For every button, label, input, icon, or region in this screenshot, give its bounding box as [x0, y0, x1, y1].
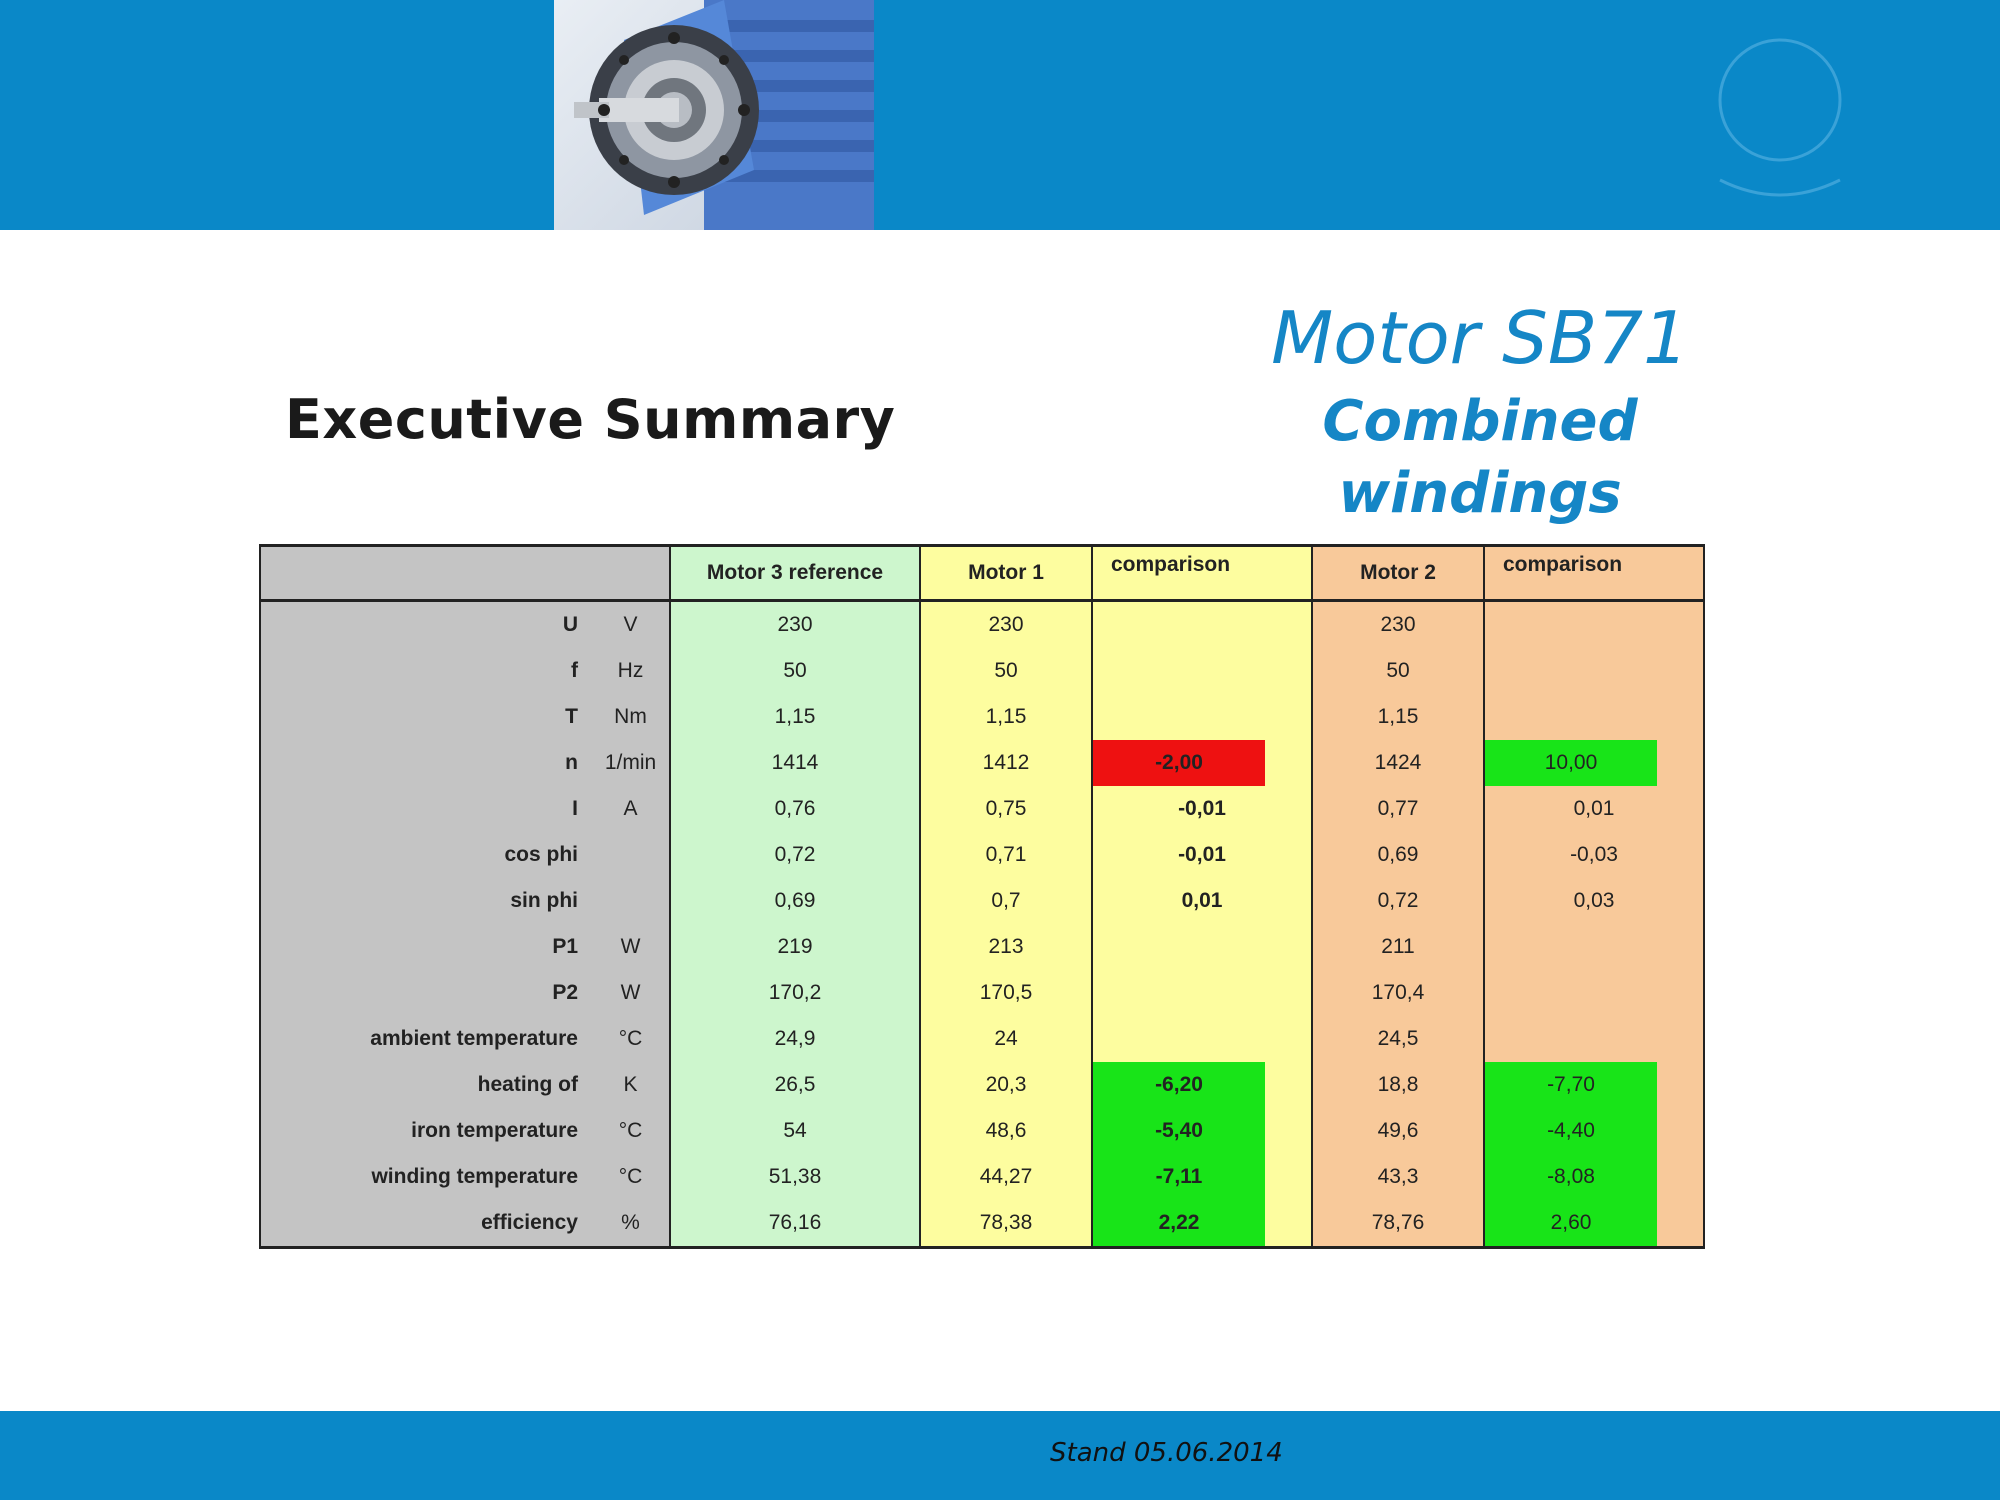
motor-title-line1: Motor SB71 [1271, 296, 1689, 380]
row-label: heating of [260, 1062, 592, 1108]
summary-table [259, 544, 1705, 1249]
row-unit: W [592, 970, 670, 1016]
motor2-value: 49,6 [1312, 1108, 1484, 1154]
table-row [260, 970, 1704, 1016]
motor2-comparison [1484, 601, 1704, 649]
ref-value: 24,9 [670, 1016, 920, 1062]
row-unit: K [592, 1062, 670, 1108]
motor1-value: 0,71 [920, 832, 1092, 878]
row-label: T [260, 694, 592, 740]
row-label: sin phi [260, 878, 592, 924]
table-row [260, 1154, 1704, 1200]
motor2-value: 0,72 [1312, 878, 1484, 924]
motor2-comparison [1484, 648, 1704, 694]
motor1-comparison [1092, 1108, 1312, 1154]
motor2-comparison [1484, 924, 1704, 970]
motor1-comparison [1092, 924, 1312, 970]
column-header: Motor 3 reference [670, 546, 920, 601]
motor1-comparison [1092, 1062, 1312, 1108]
row-unit: °C [592, 1154, 670, 1200]
table-row [260, 832, 1704, 878]
ref-value: 50 [670, 648, 920, 694]
page-title: Executive Summary [285, 388, 896, 451]
highlight-green: -6,20 [1093, 1062, 1265, 1108]
highlight-green: -7,11 [1093, 1154, 1265, 1200]
ref-value: 0,69 [670, 878, 920, 924]
motor2-value: 211 [1312, 924, 1484, 970]
motor2-value: 18,8 [1312, 1062, 1484, 1108]
row-unit: V [592, 601, 670, 649]
motor1-comparison: -0,01 [1092, 786, 1312, 832]
table-row [260, 1108, 1704, 1154]
row-label: U [260, 601, 592, 649]
ref-value: 1,15 [670, 694, 920, 740]
motor1-comparison: -0,01 [1092, 832, 1312, 878]
motor2-value: 0,77 [1312, 786, 1484, 832]
row-label: n [260, 740, 592, 786]
row-label: winding temperature [260, 1154, 592, 1200]
row-unit: A [592, 786, 670, 832]
row-unit: °C [592, 1108, 670, 1154]
table-body [260, 601, 1704, 1248]
ref-value: 230 [670, 601, 920, 649]
table-row [260, 740, 1704, 786]
motor1-value: 0,7 [920, 878, 1092, 924]
table-row [260, 878, 1704, 924]
row-label: P2 [260, 970, 592, 1016]
motor1-value: 0,75 [920, 786, 1092, 832]
motor2-comparison [1484, 1200, 1704, 1248]
ref-value: 26,5 [670, 1062, 920, 1108]
table-row [260, 1016, 1704, 1062]
motor2-value: 50 [1312, 648, 1484, 694]
motor2-comparison [1484, 1154, 1704, 1200]
motor2-comparison [1484, 740, 1704, 786]
motor1-value: 1412 [920, 740, 1092, 786]
table-row [260, 786, 1704, 832]
motor1-value: 78,38 [920, 1200, 1092, 1248]
table-row [260, 648, 1704, 694]
table-row [260, 1200, 1704, 1248]
row-unit: 1/min [592, 740, 670, 786]
motor1-comparison [1092, 1200, 1312, 1248]
highlight-green: -8,08 [1485, 1154, 1657, 1200]
motor2-comparison [1484, 1016, 1704, 1062]
motor1-value: 170,5 [920, 970, 1092, 1016]
motor1-comparison [1092, 1016, 1312, 1062]
highlight-green: 2,60 [1485, 1200, 1657, 1246]
motor2-value: 1,15 [1312, 694, 1484, 740]
column-header: comparison [1092, 546, 1312, 601]
motor1-comparison: 0,01 [1092, 878, 1312, 924]
motor1-value: 50 [920, 648, 1092, 694]
motor1-comparison [1092, 694, 1312, 740]
motor1-comparison [1092, 601, 1312, 649]
row-unit [592, 832, 670, 878]
motor2-value: 24,5 [1312, 1016, 1484, 1062]
motor2-comparison: 0,03 [1484, 878, 1704, 924]
row-label: cos phi [260, 832, 592, 878]
motor1-comparison [1092, 648, 1312, 694]
ref-value: 0,76 [670, 786, 920, 832]
table-row [260, 1062, 1704, 1108]
ref-value: 54 [670, 1108, 920, 1154]
row-unit: W [592, 924, 670, 970]
motor1-comparison [1092, 1154, 1312, 1200]
column-header: comparison [1484, 546, 1704, 601]
motor2-value: 230 [1312, 601, 1484, 649]
ref-value: 76,16 [670, 1200, 920, 1248]
row-label: efficiency [260, 1200, 592, 1248]
motor1-value: 48,6 [920, 1108, 1092, 1154]
highlight-green: -4,40 [1485, 1108, 1657, 1154]
column-header: Motor 2 [1312, 546, 1484, 601]
motor2-comparison [1484, 1062, 1704, 1108]
motor2-comparison [1484, 970, 1704, 1016]
table-row [260, 601, 1704, 649]
row-label: f [260, 648, 592, 694]
highlight-green: -7,70 [1485, 1062, 1657, 1108]
motor1-value: 20,3 [920, 1062, 1092, 1108]
highlight-green: -5,40 [1093, 1108, 1265, 1154]
date-stamp: Stand 05.06.2014 [1050, 1438, 1283, 1468]
table-row [260, 924, 1704, 970]
header-corner [260, 546, 670, 601]
motor-title [1190, 290, 1770, 530]
motor2-value: 43,3 [1312, 1154, 1484, 1200]
table-header-row [260, 546, 1704, 601]
motor2-value: 1424 [1312, 740, 1484, 786]
motor2-comparison: 0,01 [1484, 786, 1704, 832]
ref-value: 51,38 [670, 1154, 920, 1200]
motor2-comparison: -0,03 [1484, 832, 1704, 878]
highlight-green: 2,22 [1093, 1200, 1265, 1246]
motor1-value: 44,27 [920, 1154, 1092, 1200]
motor1-value: 1,15 [920, 694, 1092, 740]
row-label: I [260, 786, 592, 832]
ref-value: 0,72 [670, 832, 920, 878]
motor2-comparison [1484, 1108, 1704, 1154]
ref-value: 219 [670, 924, 920, 970]
row-unit: °C [592, 1016, 670, 1062]
row-label: iron temperature [260, 1108, 592, 1154]
motor2-value: 78,76 [1312, 1200, 1484, 1248]
top-banner [0, 0, 2000, 230]
row-label: P1 [260, 924, 592, 970]
motor1-value: 230 [920, 601, 1092, 649]
motor2-comparison [1484, 694, 1704, 740]
banner-decoration [1700, 20, 1860, 210]
column-header: Motor 1 [920, 546, 1092, 601]
motor-title-line2: Combined windings [1322, 389, 1638, 526]
motor1-value: 24 [920, 1016, 1092, 1062]
gear-motor-image [554, 0, 874, 230]
motor1-comparison [1092, 970, 1312, 1016]
row-unit: Hz [592, 648, 670, 694]
bottom-banner [0, 1411, 2000, 1500]
table-row [260, 694, 1704, 740]
ref-value: 1414 [670, 740, 920, 786]
motor1-value: 213 [920, 924, 1092, 970]
ref-value: 170,2 [670, 970, 920, 1016]
row-unit: % [592, 1200, 670, 1248]
highlight-red: -2,00 [1093, 740, 1265, 786]
row-unit [592, 878, 670, 924]
motor2-value: 170,4 [1312, 970, 1484, 1016]
row-unit: Nm [592, 694, 670, 740]
highlight-green: 10,00 [1485, 740, 1657, 786]
row-label: ambient temperature [260, 1016, 592, 1062]
motor1-comparison [1092, 740, 1312, 786]
motor2-value: 0,69 [1312, 832, 1484, 878]
